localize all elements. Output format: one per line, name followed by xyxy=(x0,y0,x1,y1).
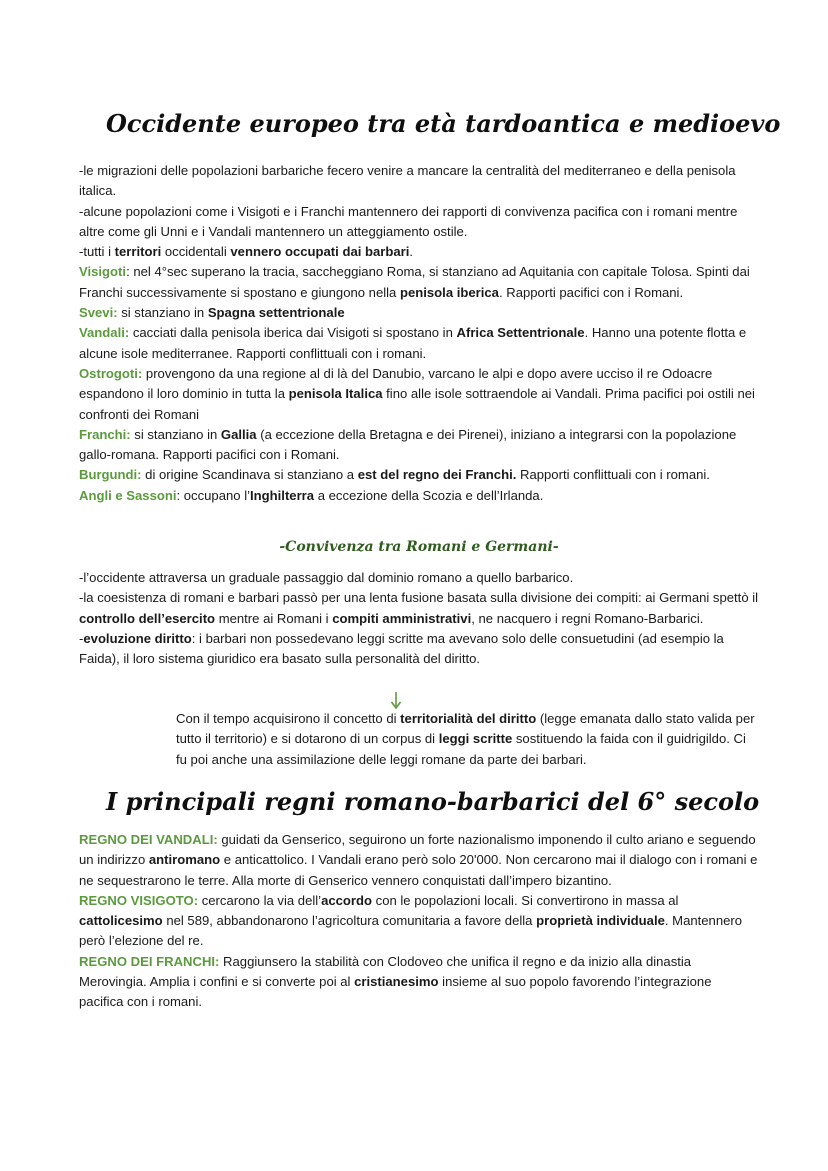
paragraph-visigoti: Visigoti: nel 4°sec superano la tracia, saccheggiano Roma, si stanziano ad Aquitania con capitale Tolosa. Spinti dai Franchi successivamente si spostano e giungono nella penisola iberica. Rapporti pacifici con i Romani. xyxy=(79,264,750,300)
section-regni xyxy=(79,830,759,1013)
second-title-row xyxy=(100,786,760,820)
paragraph-territori: -tutti i territori occidentali vennero occupati dai barbari. xyxy=(79,244,414,260)
paragraph-angli: Angli e Sassoni: occupano l’Inghilterra a eccezione della Scozia e dell’Irlanda. xyxy=(79,487,544,503)
paragraph-convivenza: -alcune popolazioni come i Visigoti e i Franchi mantennero dei rapporti di convivenza pacifica con i romani mentre altre come gli Unni e i Vandali mantennero un atteggiamento ostile. xyxy=(79,203,738,239)
label-vandali: Vandali: xyxy=(79,325,130,341)
paragraph-franchi: Franchi: si stanziano in Gallia (a eccezione della Bretagna e dei Pirenei), iniziano a integrarsi con la popolazione gallo-romana. Rapporti pacifici con i Romani. xyxy=(79,426,737,463)
label-regno-visigoto: REGNO VISIGOTO: xyxy=(79,892,199,908)
subtitle-convivenza: -Convivenza tra Romani e Germani- xyxy=(279,539,559,555)
label-angli: Angli e Sassoni xyxy=(79,487,177,503)
section-migrations xyxy=(79,161,759,506)
paragraph-migrazioni: -le migrazioni delle popolazioni barbariche fecero venire a mancare la centralità del mediterraneo e della penisola italica. xyxy=(79,163,736,199)
paragraph-burgundi: Burgundi: di origine Scandinava si stanziano a est del regno dei Franchi. Rapporti conflittuali con i romani. xyxy=(79,467,710,483)
paragraph-coesistenza: -la coesistenza di romani e barbari passò per una lenta fusione basata sulla divisione dei compiti: ai Germani spettò il controllo dell’esercito mentre ai Romani i compiti amministrativi, ne nacquero i regni Romano-Barbarici. xyxy=(79,590,759,626)
label-regno-franchi: REGNO DEI FRANCHI: xyxy=(79,953,220,969)
paragraph-ostrogoti: Ostrogoti: provengono da una regione al di là del Danubio, varcano le alpi e dopo avere ucciso il re Odoacre espandono il loro dominio in tutta la penisola Italica fino alle isole sottraendole ai Vandali. Prima pacifici poi ostili nei confronti dei Romani xyxy=(79,365,755,422)
label-regno-vandali: REGNO DEI VANDALI: xyxy=(79,832,218,847)
section-convivenza xyxy=(79,568,759,669)
paragraph-passaggio: -l’occidente attraversa un graduale passaggio dal dominio romano a quello barbarico. xyxy=(79,570,574,585)
label-visigoti: Visigoti xyxy=(79,264,127,280)
main-title-row xyxy=(100,108,781,142)
indented-paragraph xyxy=(176,709,756,770)
paragraph-regno-vandali: REGNO DEI VANDALI: guidati da Genserico, seguirono un forte nazionalismo imponendo il culto ariano e seguendo un indirizzo antiromano e anticattolico. I Vandali erano però solo 20'000. Non cercarono mai il dialogo con i romani e ne sequestrarono le terre. Alla morte di Genserico vennero conquistati dall’impero bizantino. xyxy=(79,832,758,888)
paragraph-regno-visigoto: REGNO VISIGOTO: cercarono la via dell’accordo con le popolazioni locali. Si convertirono in massa al cattolicesimo nel 589, abbandonarono l’agricoltura comunitaria a favore della proprietà individuale. Mantennero però l’elezione del re. xyxy=(79,892,743,949)
label-ostrogoti: Ostrogoti: xyxy=(79,365,143,381)
paragraph-svevi: Svevi: si stanziano in Spagna settentrionale xyxy=(79,305,345,321)
paragraph-vandali: Vandali: cacciati dalla penisola iberica dai Visigoti si spostano in Africa Settentrionale. Hanno una potente flotta e alcune isole mediterranee. Rapporti conflittuali con i romani. xyxy=(79,325,747,361)
section-title: I principali regni romano-barbarici del 6° secolo xyxy=(100,786,740,818)
paragraph-evoluzione: -evoluzione diritto: i barbari non possedevano leggi scritte ma avevano solo delle consuetudini (ad esempio la Faida), il loro sistema giuridico era basato sulla personalità del diritto. xyxy=(79,630,724,667)
paragraph-regno-franchi: REGNO DEI FRANCHI: Raggiunsero la stabilità con Clodoveo che unifica il regno e da inizio alla dinastia Merovingia. Amplia i confini e si converte poi al cristianesimo insieme al suo popolo favorendo l’integrazione pacifica con i romani. xyxy=(79,953,712,1010)
main-title: Occidente europeo tra età tardoantica e medioevo xyxy=(100,108,750,140)
label-burgundi: Burgundi: xyxy=(79,467,142,483)
label-franchi: Franchi: xyxy=(79,426,131,442)
label-svevi: Svevi: xyxy=(79,305,118,321)
paragraph-territorialita: Con il tempo acquisirono il concetto di territorialità del diritto (legge emanata dallo stato valida per tutto il territorio) e si dotarono di un corpus di leggi scritte sostituendo la faida con il guidrigildo. Ci fu poi anche una assimilazione delle leggi romane da parte dei barbari. xyxy=(176,711,755,767)
arrow-down-icon xyxy=(389,691,403,711)
